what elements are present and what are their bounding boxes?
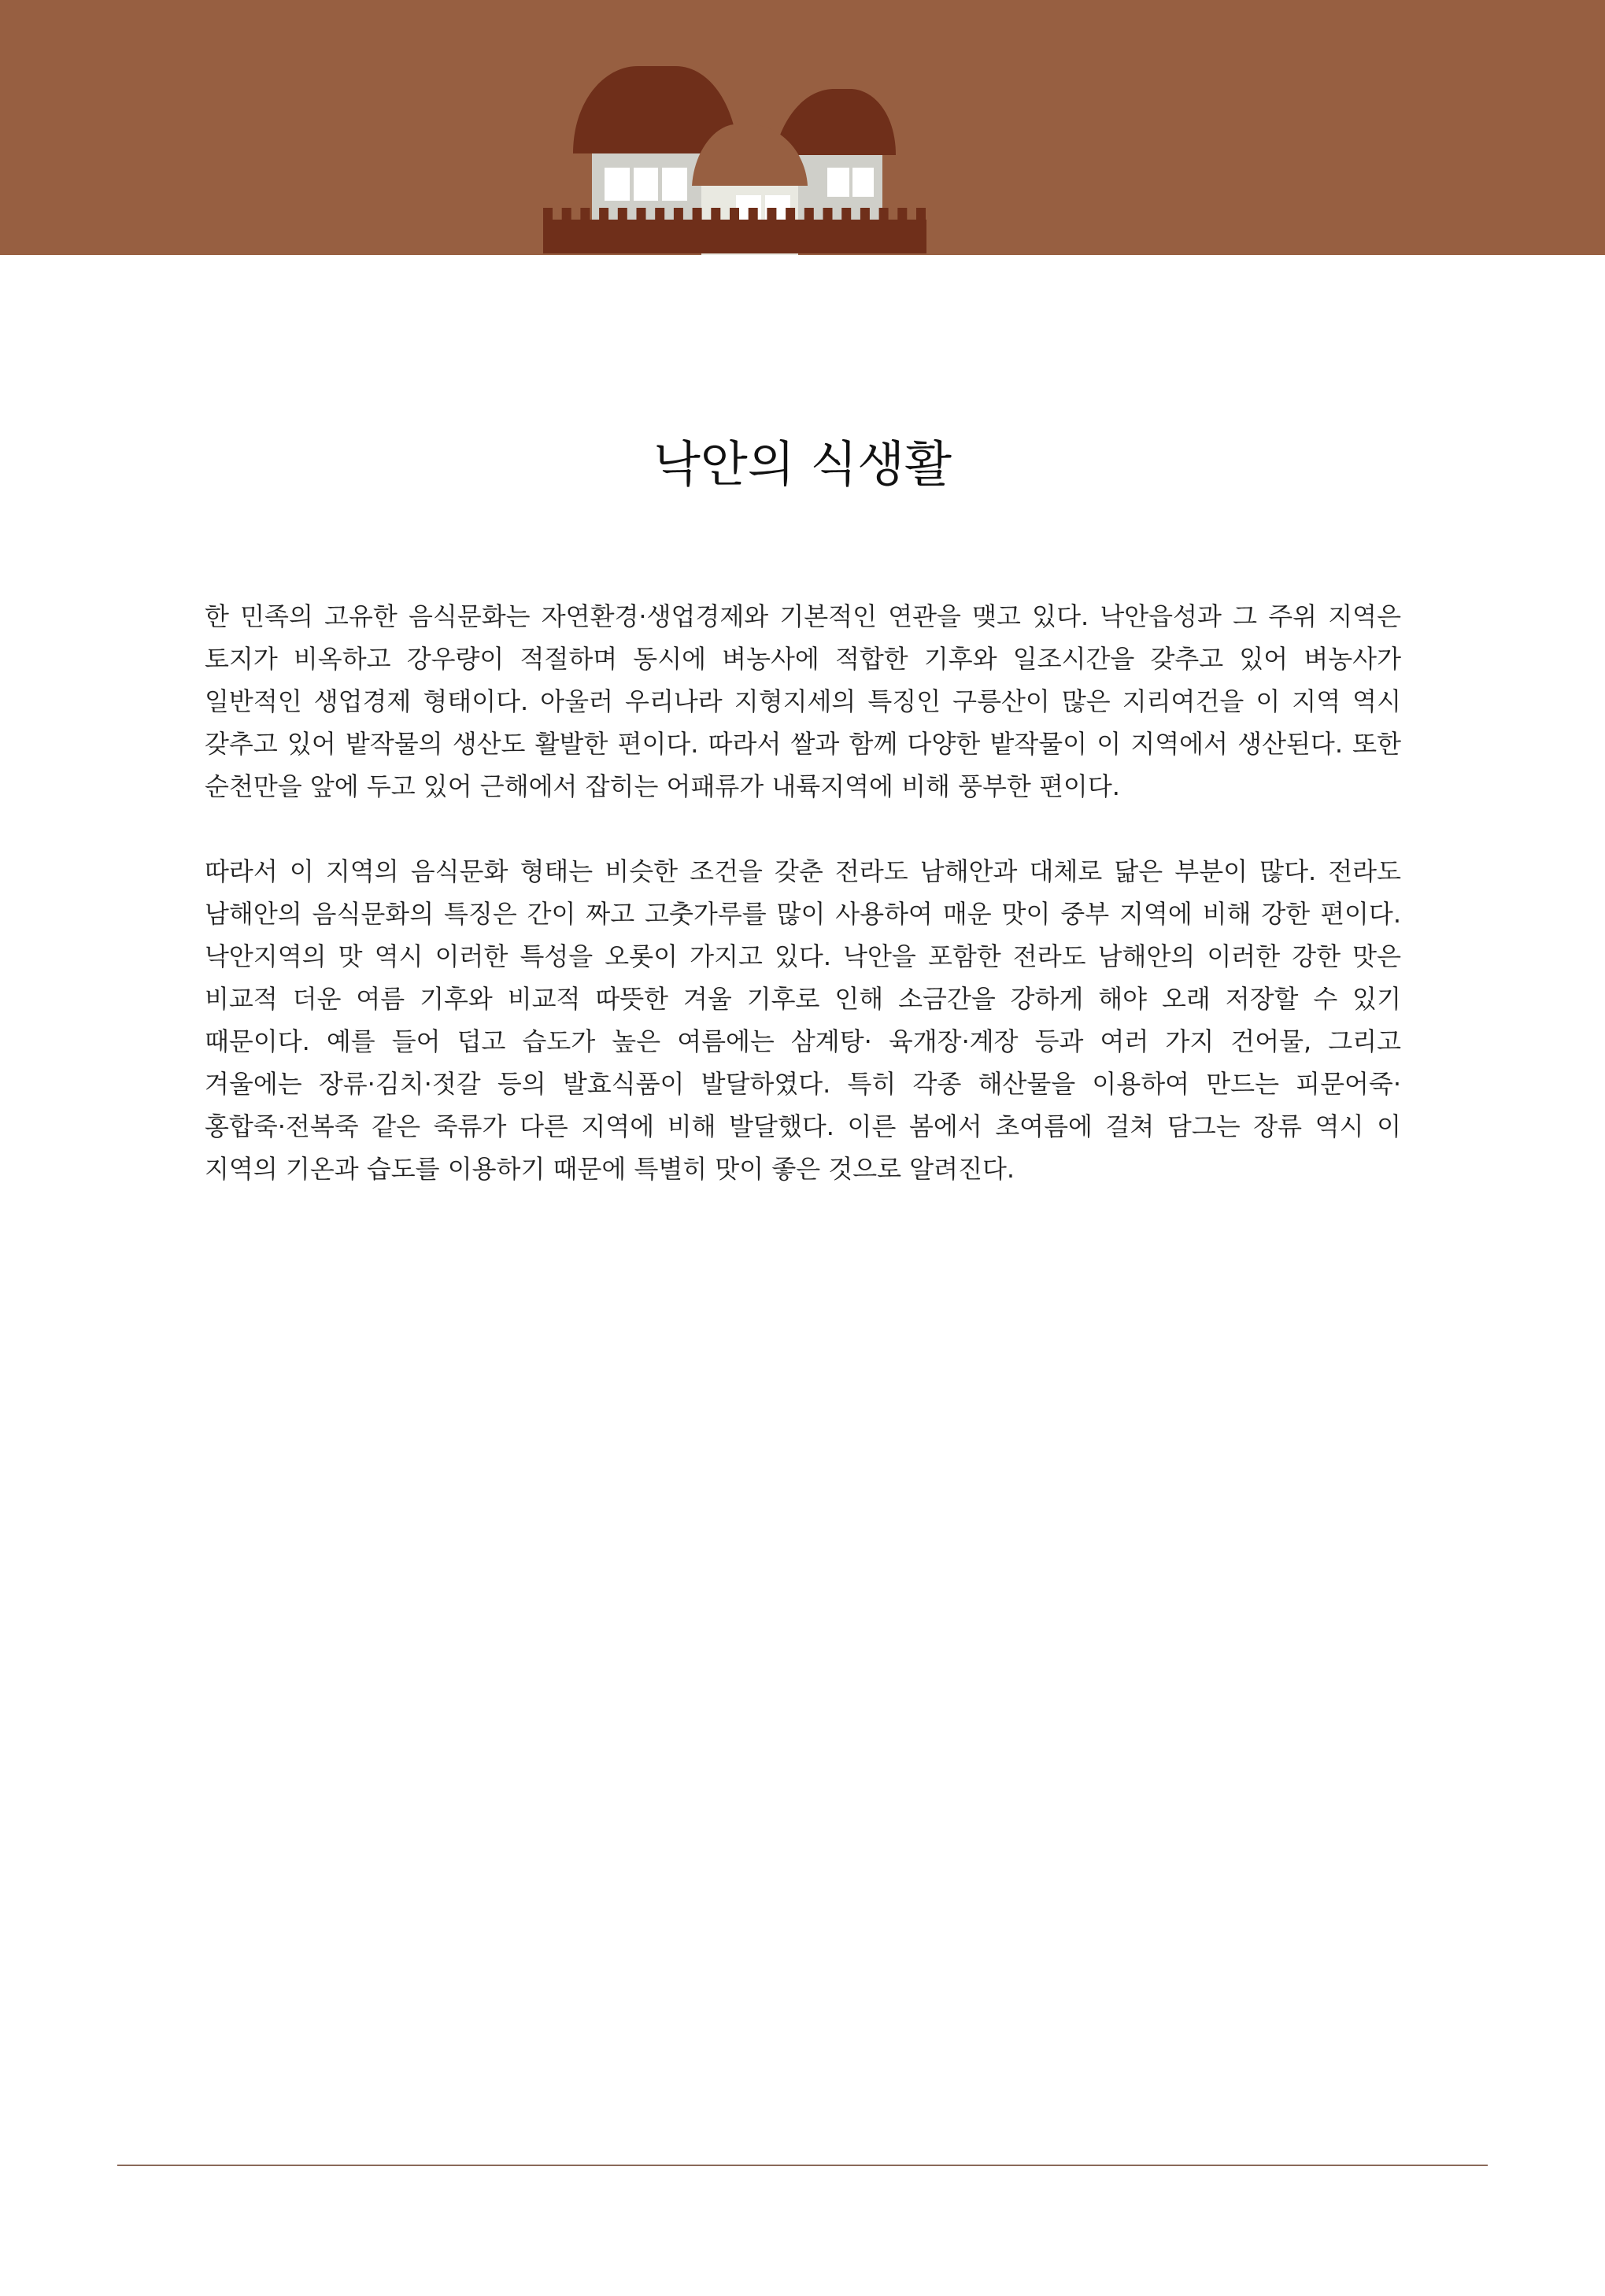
fence-tooth [730,208,739,220]
fence-tooth [916,208,926,220]
text-line: 일반적인 생업경제 형태이다. 아울러 우리나라 지형지세의 특징인 구릉산이 많은 지리여건을 이 지역 역시 [205,686,1401,716]
fence-tooth [823,208,833,220]
page-title: 낙안의 식생활 [653,435,952,493]
fence-tooth [599,208,608,220]
fence [543,208,926,253]
text-line: 지역의 기온과 습도를 이용하기 때문에 특별히 맛이 좋은 것으로 알려진다. [205,1154,1015,1184]
text-line: 따라서 이 지역의 음식문화 형태는 비슷한 조건을 갖춘 전라도 남해안과 대체로 닮은 부분이 많다. 전라도 [205,856,1401,886]
fence-tooth [655,208,664,220]
text-line: 낙안지역의 맛 역시 이러한 특성을 오롯이 가지고 있다. 낙안을 포함한 전라도 남해안의 이러한 강한 맛은 [205,941,1401,971]
fence-tooth [711,208,720,220]
fence-tooth [879,208,889,220]
fence-tooth [749,208,758,220]
paragraph-2 [205,850,1401,1190]
text-line: 남해안의 음식문화의 특징은 간이 짜고 고춧가루를 많이 사용하여 매운 맛이 중부 지역에 비해 강한 편이다. [205,899,1401,929]
fence-tooth [786,208,795,220]
window [634,168,658,201]
fence-tooth [841,208,851,220]
fence-tooth [693,208,702,220]
text-line: 한 민족의 고유한 음식문화는 자연환경·생업경제와 기본적인 연관을 맺고 있다. 낙안읍성과 그 주위 지역은 [205,601,1401,631]
text-line: 토지가 비옥하고 강우량이 적절하며 동시에 벼농사에 적합한 기후와 일조시간을 갖추고 있어 벼농사가 [205,644,1401,674]
fence-tooth [767,208,776,220]
window [605,168,630,201]
window [852,168,874,197]
right-roof [774,89,896,155]
window [827,168,849,197]
window [662,168,687,201]
fence-tooth [543,208,553,220]
text-line: 순천만을 앞에 두고 있어 근해에서 잡히는 어패류가 내륙지역에 비해 풍부한 편이다. [205,771,1120,801]
footer-divider [117,2165,1488,2166]
article-body [205,595,1401,1233]
text-line: 갖추고 있어 밭작물의 생산도 활발한 편이다. 따라서 쌀과 함께 다양한 밭작물이 이 지역에서 생산된다. 또한 [205,729,1401,759]
page-header-banner [0,0,1605,255]
text-line: 때문이다. 예를 들어 덥고 습도가 높은 여름에는 삼계탕· 육개장·계장 등과 여러 가지 건어물, 그리고 [205,1026,1401,1056]
text-line: 홍합죽·전복죽 같은 죽류가 다른 지역에 비해 발달했다. 이른 봄에서 초여름에 걸쳐 담그는 장류 역시 이 [205,1111,1401,1141]
fence-tooth [897,208,907,220]
hanok-houses-icon [0,0,1605,255]
fence-tooth [637,208,646,220]
text-line: 비교적 더운 여름 기후와 비교적 따뜻한 겨울 기후로 인해 소금간을 강하게 해야 오래 저장할 수 있기 [205,984,1401,1014]
fence-tooth [618,208,627,220]
fence-tooth [580,208,590,220]
fence-tooth [562,208,571,220]
paragraph-1 [205,595,1401,808]
fence-base [543,220,926,253]
fence-tooth [860,208,870,220]
fence-tooth [804,208,814,220]
text-line: 겨울에는 장류·김치·젓갈 등의 발효식품이 발달하였다. 특히 각종 해산물을 이용하여 만드는 피문어죽· [205,1069,1401,1099]
fence-tooth [674,208,683,220]
